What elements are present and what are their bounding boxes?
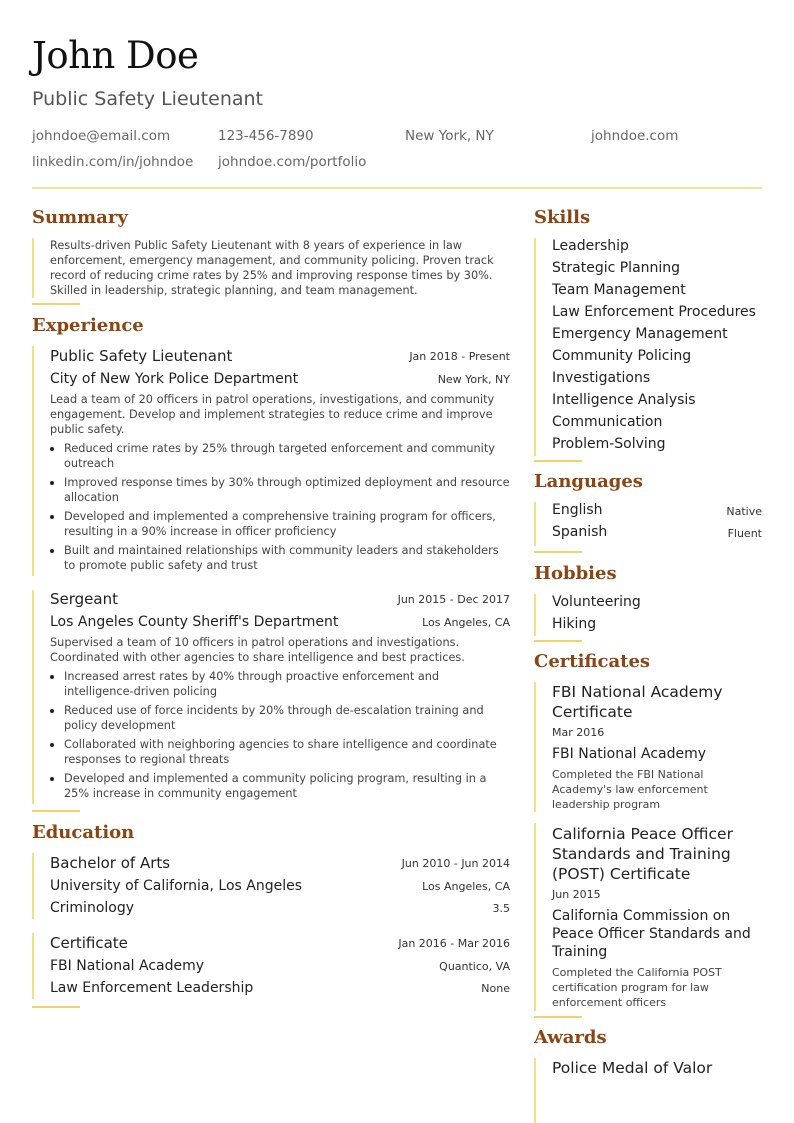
job-role: Public Safety Lieutenant (50, 347, 233, 365)
certificate-description: Completed the FBI National Academy's law enforcement leadership program (552, 768, 708, 811)
awards-heading: Awards (534, 1027, 607, 1048)
candidate-name: John Doe (32, 34, 199, 77)
job-bullet: Collaborated with neighboring agencies to share intelligence and coordinate responses to regional threats (50, 737, 512, 767)
contact-linkedin[interactable]: linkedin.com/in/johndoe (32, 154, 194, 170)
summary-accent-bar (32, 238, 34, 298)
language-level: Native (726, 505, 762, 518)
education-dates: Jun 2010 - Jun 2014 (401, 857, 510, 870)
education-field: Law Enforcement Leadership (50, 980, 254, 996)
certificate-accent-bar (534, 682, 536, 812)
job-bullet: Reduced crime rates by 25% through targeted enforcement and community outreach (50, 441, 512, 471)
awards-accent-bar (534, 1058, 536, 1123)
education-school: University of California, Los Angeles (50, 878, 303, 894)
education-degree: Bachelor of Arts (50, 854, 171, 872)
language-name: English (552, 502, 603, 518)
job-bullet: Developed and implemented a comprehensive training program for officers, resulting in a 90% increase in officer proficiency (50, 509, 512, 539)
job-description: Lead a team of 20 officers in patrol operations, investigations, and community engagement. Develop and implement strategies to reduce crime and improve public safety. (50, 393, 495, 436)
education-accent-bar (32, 853, 34, 919)
job-org: Los Angeles County Sheriff's Department (50, 614, 339, 630)
bullet-dot-icon (50, 777, 54, 781)
education-dates: Jan 2016 - Mar 2016 (398, 937, 510, 950)
language-name: Spanish (552, 524, 608, 540)
summary-text: Results-driven Public Safety Lieutenant with 8 years of experience in law enforcement, emergency management, and community policing. Proven track record of reducing crime rates by 25% and improving response times by 30%. Skilled in leadership, strategic planning, and team management. (50, 239, 494, 297)
skill-item: Leadership (552, 238, 629, 254)
job-bullet: Built and maintained relationships with community leaders and stakeholders to promote public safety and trust (50, 543, 512, 573)
skill-item: Investigations (552, 370, 651, 386)
bullet-dot-icon (50, 709, 54, 713)
bullet-dot-icon (50, 675, 54, 679)
job-dates: Jan 2018 - Present (409, 350, 510, 363)
certificate-title: FBI National Academy Certificate (552, 683, 723, 721)
job-bullet: Reduced use of force incidents by 20% through de-escalation training and policy development (50, 703, 512, 733)
hobby-item: Hiking (552, 616, 597, 632)
candidate-title: Public Safety Lieutenant (32, 88, 263, 110)
skills-heading: Skills (534, 207, 591, 228)
education-location: Los Angeles, CA (422, 880, 510, 893)
bullet-dot-icon (50, 447, 54, 451)
hobbies-underline (534, 640, 582, 642)
education-gpa: None (481, 982, 510, 995)
job-bullet: Developed and implemented a community policing program, resulting in a 25% increase in community engagement (50, 771, 512, 801)
language-level: Fluent (727, 527, 762, 540)
education-gpa: 3.5 (492, 902, 510, 915)
certificate-description: Completed the California POST certification program for law enforcement officers (552, 966, 722, 1009)
education-location: Quantico, VA (439, 960, 510, 973)
job-bullet: Increased arrest rates by 40% through proactive enforcement and intelligence-driven policing (50, 669, 512, 699)
skill-item: Communication (552, 414, 663, 430)
certificates-underline (534, 1016, 582, 1018)
education-underline (32, 1006, 80, 1008)
skill-item: Law Enforcement Procedures (552, 304, 756, 320)
contact-portfolio[interactable]: johndoe.com/portfolio (218, 154, 367, 170)
skill-item: Problem-Solving (552, 436, 666, 452)
header-divider (32, 187, 762, 189)
job-bullet: Improved response times by 30% through optimized deployment and resource allocation (50, 475, 512, 505)
skill-item: Team Management (552, 282, 686, 298)
certificate-title: California Peace Officer Standards and Training (POST) Certificate (552, 825, 733, 883)
experience-heading: Experience (32, 315, 144, 336)
award-item: Police Medal of Valor (552, 1059, 713, 1077)
languages-heading: Languages (534, 471, 643, 492)
bullet-dot-icon (50, 481, 54, 485)
job-accent-bar (32, 346, 34, 576)
contact-website[interactable]: johndoe.com (591, 128, 679, 144)
job-dates: Jun 2015 - Dec 2017 (397, 593, 510, 606)
certificate-accent-bar (534, 823, 536, 1011)
education-heading: Education (32, 822, 135, 843)
job-org: City of New York Police Department (50, 371, 299, 387)
job-location: Los Angeles, CA (422, 616, 510, 629)
job-bullets (50, 669, 512, 805)
summary-heading: Summary (32, 207, 128, 228)
experience-underline (32, 810, 80, 812)
certificate-issuer: FBI National Academy (552, 746, 707, 762)
contact-location: New York, NY (405, 128, 494, 144)
certificate-issuer: California Commission on Peace Officer Standards and Training (552, 908, 751, 960)
certificates-heading: Certificates (534, 651, 651, 672)
job-bullets (50, 441, 512, 577)
job-accent-bar (32, 590, 34, 804)
skills-underline (534, 460, 582, 462)
skill-item: Emergency Management (552, 326, 728, 342)
certificate-date: Jun 2015 (552, 888, 601, 901)
bullet-dot-icon (50, 549, 54, 553)
contact-email[interactable]: johndoe@email.com (32, 128, 171, 144)
skill-item: Community Policing (552, 348, 692, 364)
bullet-dot-icon (50, 515, 54, 519)
education-school: FBI National Academy (50, 958, 205, 974)
education-accent-bar (32, 933, 34, 999)
hobby-item: Volunteering (552, 594, 641, 610)
job-role: Sergeant (50, 590, 118, 608)
education-field: Criminology (50, 900, 135, 916)
job-description: Supervised a team of 10 officers in patrol operations and investigations. Coordinated with other agencies to share intelligence and best practices. (50, 636, 465, 664)
certificate-date: Mar 2016 (552, 726, 605, 739)
contact-phone[interactable]: 123-456-7890 (218, 128, 314, 144)
hobbies-accent-bar (534, 594, 536, 636)
languages-accent-bar (534, 502, 536, 546)
skills-accent-bar (534, 238, 536, 456)
summary-underline (32, 303, 80, 305)
education-degree: Certificate (50, 934, 128, 952)
languages-underline (534, 551, 582, 553)
bullet-dot-icon (50, 743, 54, 747)
skill-item: Intelligence Analysis (552, 392, 696, 408)
hobbies-heading: Hobbies (534, 563, 617, 584)
job-location: New York, NY (437, 373, 510, 386)
skill-item: Strategic Planning (552, 260, 681, 276)
